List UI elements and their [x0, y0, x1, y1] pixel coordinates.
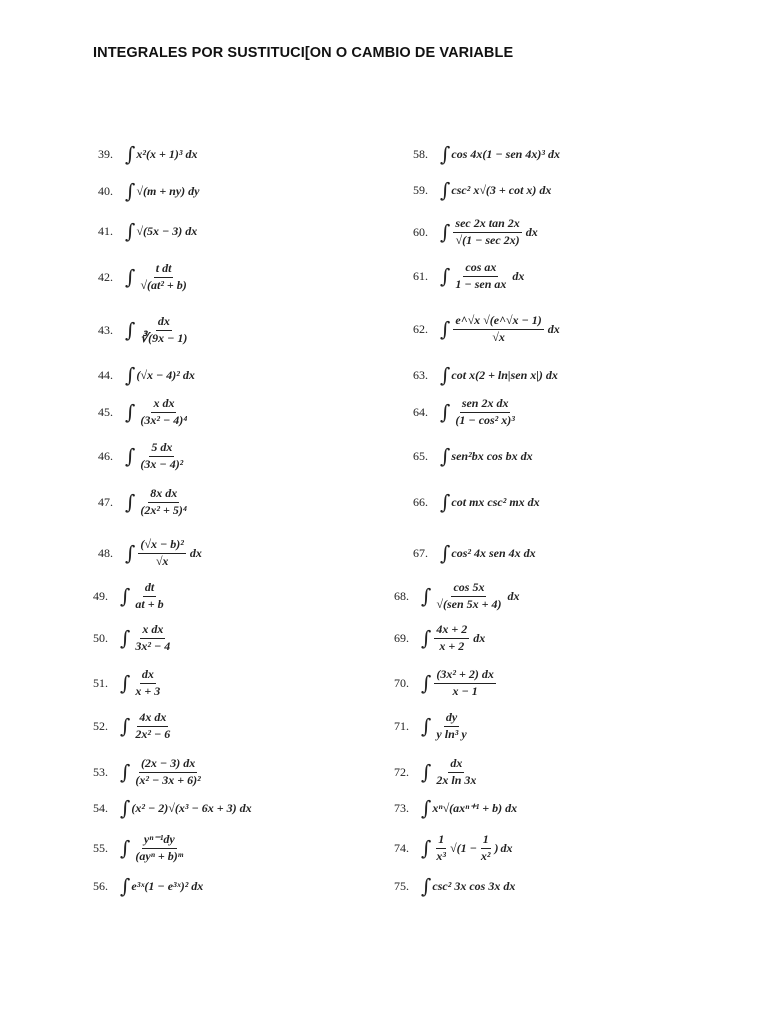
integrand-fraction-numerator: dx	[448, 757, 464, 772]
integrand-fraction-numerator: 8x dx	[148, 487, 179, 502]
integrand-fraction-denominator: 1 − sen ax	[455, 276, 507, 291]
problem-number: 73.	[394, 800, 409, 815]
integral-expression	[125, 181, 200, 201]
integrand-fraction	[434, 623, 469, 652]
integrand-fraction-denominator: 3x² − 4	[135, 638, 171, 653]
integral-expression	[120, 833, 187, 862]
integral-expression	[120, 798, 252, 818]
problem-number: 58.	[413, 146, 428, 161]
coefficient-fraction-denominator: x³	[436, 848, 447, 863]
integrand-fraction-numerator: yⁿ⁻¹dy	[142, 833, 177, 848]
integrand-fraction-denominator: x + 2	[439, 638, 465, 653]
problem-number: 54.	[93, 800, 108, 815]
integrand: csc² 3x cos 3x dx	[432, 878, 516, 893]
integrand-fraction-numerator: sec 2x tan 2x	[453, 217, 521, 232]
integral-sign: ∫	[421, 626, 432, 650]
integrand: csc² x√(3 + cot x) dx	[451, 182, 552, 197]
integrand-fraction	[434, 757, 478, 786]
integrand-fraction-numerator: t dt	[154, 262, 174, 277]
integral-sign: ∫	[440, 317, 451, 341]
integral-sign: ∫	[125, 490, 136, 514]
integrand-fraction-denominator: y ln³ y	[436, 726, 467, 741]
problem-item	[98, 538, 202, 568]
integrand-fraction	[434, 711, 468, 740]
integral-expression	[421, 798, 517, 818]
integrand-fraction	[133, 757, 202, 786]
problem-item	[98, 360, 195, 390]
problem-item	[413, 487, 540, 517]
problem-number: 74.	[394, 840, 409, 855]
integrand-fraction-numerator: (√x − b)²	[138, 538, 185, 553]
integrand-fraction-denominator: (ayⁿ + b)ᵐ	[135, 848, 184, 863]
problem-number: 64.	[413, 404, 428, 419]
integrand-fraction-denominator: √x	[155, 553, 169, 568]
integral-sign: ∫	[421, 760, 432, 784]
integral-sign: ∫	[125, 265, 136, 289]
integral-expression	[120, 581, 168, 610]
differential: dx	[512, 268, 525, 283]
problem-item	[93, 581, 168, 611]
integrand-fraction-denominator: at + b	[135, 596, 164, 611]
problem-number: 48.	[98, 545, 113, 560]
integral-sign: ∫	[120, 874, 131, 898]
problem-item	[93, 793, 252, 823]
integrand: xⁿ√(axⁿ⁺¹ + b) dx	[432, 800, 518, 815]
integral-sign: ∫	[440, 178, 451, 202]
problem-number: 46.	[98, 448, 113, 463]
integrand-fraction-denominator: x − 1	[452, 683, 478, 698]
inner-fraction	[479, 833, 493, 862]
integrand-fraction	[434, 668, 495, 697]
differential: dx	[507, 588, 520, 603]
problem-item	[93, 871, 203, 901]
integrand-fraction	[434, 581, 503, 610]
integral-sign: ∫	[421, 584, 432, 608]
integral-expression	[120, 757, 205, 786]
integrand-fraction	[138, 441, 185, 470]
problem-item	[413, 261, 524, 291]
problem-number: 67.	[413, 545, 428, 560]
integral-sign: ∫	[125, 142, 136, 166]
problem-item	[93, 668, 164, 698]
problem-number: 61.	[413, 268, 428, 283]
problem-number: 59.	[413, 182, 428, 197]
differential: dx	[189, 545, 202, 560]
integral-expression	[440, 261, 524, 290]
inner-fraction-numerator: 1	[481, 833, 491, 848]
integral-sign: ∫	[125, 219, 136, 243]
problem-item	[413, 314, 560, 344]
differential: dx	[547, 321, 560, 336]
problem-number: 53.	[93, 764, 108, 779]
integrand-fraction-denominator: (2x² + 5)⁴	[140, 502, 188, 517]
integral-expression	[440, 180, 551, 200]
inner-fraction-denominator: x²	[480, 848, 491, 863]
integral-expression	[125, 538, 202, 567]
integral-expression	[120, 711, 174, 740]
problem-number: 51.	[93, 675, 108, 690]
integrand-fraction-denominator: √(1 − sec 2x)	[455, 232, 520, 247]
problem-number: 63.	[413, 367, 428, 382]
problem-number: 55.	[93, 840, 108, 855]
problem-item	[93, 833, 187, 863]
integral-expression	[440, 217, 538, 246]
integral-sign: ∫	[125, 318, 136, 342]
problem-item	[394, 668, 498, 698]
problem-number: 47.	[98, 494, 113, 509]
coefficient-fraction-numerator: 1	[436, 833, 446, 848]
integral-sign: ∫	[440, 142, 451, 166]
integral-expression	[125, 441, 187, 470]
integrand-fraction	[133, 711, 172, 740]
problem-number: 69.	[394, 630, 409, 645]
integrand-fraction	[453, 397, 516, 426]
problem-item	[394, 757, 480, 787]
problem-item	[93, 757, 205, 787]
problem-number: 41.	[98, 223, 113, 238]
problem-item	[98, 315, 191, 345]
integrand-fraction-denominator: ∛(9x − 1)	[140, 330, 188, 345]
integrand: e³ˣ(1 − e³ˣ)² dx	[131, 878, 204, 893]
integrand: cos² 4x sen 4x dx	[451, 545, 536, 560]
integral-expression	[125, 315, 191, 344]
integrand-fraction-numerator: x dx	[151, 397, 176, 412]
problem-item	[98, 487, 191, 517]
integrand-fraction-numerator: cos 5x	[451, 581, 486, 596]
problem-number: 43.	[98, 322, 113, 337]
problem-item	[413, 538, 536, 568]
integrand-fraction-numerator: dx	[140, 668, 156, 683]
integrand-fraction-numerator: sen 2x dx	[460, 397, 511, 412]
integrand: sen²bx cos bx dx	[451, 448, 533, 463]
integrand-fraction-numerator: cos ax	[463, 261, 498, 276]
problem-number: 44.	[98, 367, 113, 382]
integral-sign: ∫	[120, 836, 131, 860]
integral-sign: ∫	[125, 444, 136, 468]
coefficient-fraction	[434, 833, 448, 862]
integrand-fraction	[133, 668, 162, 697]
integrand-fraction-numerator: dt	[143, 581, 156, 596]
integrand-fraction-numerator: dy	[444, 711, 459, 726]
integral-sign: ∫	[120, 714, 131, 738]
integrand: √(5x − 3) dx	[136, 223, 198, 238]
integrand-fraction-denominator: 2x² − 6	[135, 726, 171, 741]
integral-expression	[440, 446, 533, 466]
page-title: INTEGRALES POR SUSTITUCI[ON O CAMBIO DE VARIABLE	[93, 45, 514, 61]
problem-item	[394, 711, 471, 741]
problem-number: 66.	[413, 494, 428, 509]
integral-sign: ∫	[120, 671, 131, 695]
integral-sign: ∫	[440, 264, 451, 288]
integrand-fraction-numerator: dx	[156, 315, 172, 330]
integrand-fraction	[138, 315, 189, 344]
integrand: cos 4x(1 − sen 4x)³ dx	[451, 146, 560, 161]
integral-expression	[421, 668, 498, 697]
problem-number: 56.	[93, 878, 108, 893]
problem-item	[98, 397, 191, 427]
integrand: (√x − 4)² dx	[136, 367, 195, 382]
integral-expression	[440, 492, 540, 512]
problem-number: 39.	[98, 146, 113, 161]
integral-sign: ∫	[421, 874, 432, 898]
integrand-fraction	[138, 397, 189, 426]
integral-expression	[421, 757, 480, 786]
problem-number: 40.	[98, 183, 113, 198]
problem-item	[93, 623, 174, 653]
problem-number: 60.	[413, 224, 428, 239]
integral-expression	[125, 262, 191, 291]
integrand-fraction	[138, 538, 185, 567]
problem-number: 45.	[98, 404, 113, 419]
integral-sign: ∫	[440, 363, 451, 387]
integrand-fraction	[453, 314, 543, 343]
problem-item	[98, 176, 200, 206]
integrand: (x² − 2)√(x³ − 6x + 3) dx	[131, 800, 252, 815]
integrand: cot mx csc² mx dx	[451, 494, 540, 509]
integrand-fraction-denominator: (3x − 4)²	[140, 456, 184, 471]
integrand-fraction	[138, 262, 188, 291]
integral-sign: ∫	[440, 400, 451, 424]
integrand-fraction-numerator: 4x + 2	[434, 623, 469, 638]
problem-number: 65.	[413, 448, 428, 463]
integrand-fraction-denominator: (3x² − 4)⁴	[140, 412, 188, 427]
integrand-fraction	[133, 623, 172, 652]
differential: dx	[473, 630, 486, 645]
integral-expression	[125, 144, 197, 164]
integrand-fraction	[453, 217, 521, 246]
problem-item	[98, 262, 191, 292]
integrand: x²(x + 1)³ dx	[136, 146, 198, 161]
integral-sign: ∫	[440, 220, 451, 244]
radical-open: √(1 −	[450, 840, 477, 855]
problem-number: 72.	[394, 764, 409, 779]
problem-item	[413, 360, 558, 390]
integrand-fraction-denominator: √(at² + b)	[140, 277, 187, 292]
differential: dx	[500, 840, 513, 855]
integral-expression	[440, 365, 558, 385]
integral-sign: ∫	[120, 626, 131, 650]
problem-number: 68.	[394, 588, 409, 603]
integrand-fraction	[138, 487, 189, 516]
radical-close: )	[494, 840, 499, 855]
problem-item	[98, 216, 197, 246]
integral-sign: ∫	[440, 490, 451, 514]
problem-item	[413, 441, 533, 471]
problem-number: 50.	[93, 630, 108, 645]
integral-expression	[440, 314, 560, 343]
integrand-fraction	[453, 261, 508, 290]
integrand-fraction-numerator: x dx	[140, 623, 165, 638]
integral-expression	[421, 623, 485, 652]
integral-sign: ∫	[125, 400, 136, 424]
integral-expression	[120, 623, 174, 652]
integrand-fraction-denominator: x + 3	[135, 683, 161, 698]
problem-item	[413, 397, 519, 427]
problem-item	[98, 441, 187, 471]
problem-number: 52.	[93, 718, 108, 733]
integral-expression	[125, 487, 191, 516]
integrand-fraction-numerator: e^√x √(e^√x − 1)	[453, 314, 543, 329]
problem-item	[413, 139, 560, 169]
integrand-fraction-denominator: 2x ln 3x	[436, 772, 477, 787]
integral-sign: ∫	[125, 363, 136, 387]
integral-sign: ∫	[421, 714, 432, 738]
integral-expression	[421, 711, 471, 740]
integral-expression	[120, 876, 203, 896]
problem-item	[394, 623, 485, 653]
integrand-fraction-denominator: √x	[492, 329, 505, 344]
integral-sign: ∫	[120, 760, 131, 784]
integral-sign: ∫	[440, 541, 451, 565]
problem-number: 42.	[98, 269, 113, 284]
integral-expression	[421, 581, 520, 610]
integrand-fraction-denominator: √(sen 5x + 4)	[436, 596, 502, 611]
integral-sign: ∫	[421, 796, 432, 820]
integral-expression	[421, 833, 513, 862]
problem-number: 70.	[394, 675, 409, 690]
integral-sign: ∫	[120, 796, 131, 820]
problem-item	[394, 793, 517, 823]
integral-sign: ∫	[120, 584, 131, 608]
integrand-fraction-numerator: 4x dx	[137, 711, 168, 726]
problem-number: 71.	[394, 718, 409, 733]
integrand-fraction-numerator: 5 dx	[149, 441, 174, 456]
integral-sign: ∫	[421, 836, 432, 860]
integral-expression	[120, 668, 164, 697]
integral-sign: ∫	[440, 444, 451, 468]
integral-expression	[440, 397, 519, 426]
problem-item	[394, 871, 515, 901]
integral-expression	[421, 876, 515, 896]
integrand-fraction-denominator: (1 − cos² x)³	[455, 412, 515, 427]
integrand-fraction-numerator: (3x² + 2) dx	[434, 668, 495, 683]
integrand-fraction-numerator: (2x − 3) dx	[139, 757, 197, 772]
integrand-fraction	[133, 581, 165, 610]
problem-item	[413, 175, 551, 205]
integral-expression	[440, 543, 536, 563]
problem-item	[98, 139, 197, 169]
problem-item	[394, 581, 520, 611]
problem-number: 49.	[93, 588, 108, 603]
integral-expression	[125, 221, 197, 241]
integrand: √(m + ny) dy	[136, 183, 200, 198]
problem-item	[413, 217, 538, 247]
integral-expression	[125, 397, 191, 426]
integral-expression	[125, 365, 195, 385]
integral-expression	[440, 144, 560, 164]
integrand-fraction-denominator: (x² − 3x + 6)²	[135, 772, 201, 787]
problem-number: 75.	[394, 878, 409, 893]
integral-sign: ∫	[125, 541, 136, 565]
problem-item	[93, 711, 174, 741]
integrand-fraction	[133, 833, 185, 862]
differential: dx	[525, 224, 538, 239]
problem-number: 62.	[413, 321, 428, 336]
problem-item	[394, 833, 513, 863]
integral-sign: ∫	[421, 671, 432, 695]
integral-sign: ∫	[125, 179, 136, 203]
integrand: cot x(2 + ln|sen x|) dx	[451, 367, 558, 382]
